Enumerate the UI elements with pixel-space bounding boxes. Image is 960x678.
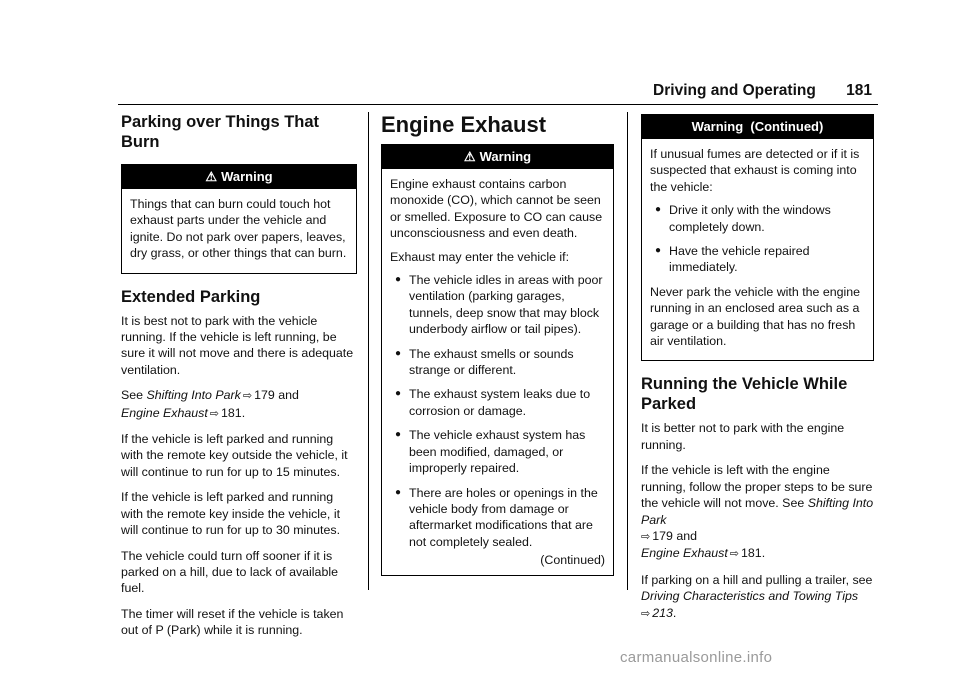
warning-bar — [382, 145, 613, 169]
warning-icon: ⚠ — [463, 149, 476, 164]
section-heading-burn: Parking over Things That Burn — [121, 113, 320, 151]
warning-bar — [642, 115, 873, 139]
page-ref-arrow-icon: ⇨ — [729, 548, 740, 561]
continued-label: (Continued) — [540, 553, 605, 568]
list-item: ● The vehicle exhaust system has been modified, damaged, or improperly repaired. — [390, 427, 605, 476]
xref-engine-exhaust[interactable]: Engine Exhaust — [121, 405, 208, 420]
xref-page: 181 — [221, 405, 242, 420]
header-rule — [118, 104, 878, 105]
paragraph: If the vehicle is left parked and running with the remote key outside the vehicle, it will continue to run for up to 15 minutes. — [121, 432, 348, 479]
warning-box-burn — [121, 164, 357, 274]
xref-shifting-into-park[interactable]: Shifting Into Park — [641, 496, 874, 527]
paragraph-crossref: See Shifting Into Park ⇨ 179 and Engine Exhaust ⇨ 181. — [121, 388, 299, 420]
column-3 — [641, 114, 874, 631]
paragraph: It is better not to park with the engine running. — [641, 421, 845, 452]
list-item: ● Drive it only with the windows completely down. — [650, 202, 865, 235]
column-divider-1 — [368, 112, 369, 590]
column-divider-2 — [627, 112, 628, 590]
xref-shifting-into-park[interactable]: Shifting Into Park — [146, 388, 241, 403]
paragraph-text: If parking on a hill and pulling a trailer, see — [641, 572, 873, 587]
page-ref-arrow-icon: ⇨ — [242, 390, 253, 403]
section-heading-running-parked: Running the Vehicle While Parked — [641, 375, 848, 414]
xref-page: 213 — [652, 605, 673, 620]
xref-driving-towing[interactable]: Driving Characteristics and Towing Tips — [641, 589, 859, 604]
xref-engine-exhaust[interactable]: Engine Exhaust — [641, 546, 728, 561]
list-item: ● Have the vehicle repaired immediately. — [650, 243, 865, 276]
warning-body — [642, 139, 873, 360]
bullet-list — [650, 202, 865, 276]
column-2 — [381, 112, 614, 576]
warning-text: Engine exhaust contains carbon monoxide (CO), which cannot be seen or smelled. Exposure to CO can cause unconsciousness and even death. — [390, 177, 603, 241]
paragraph-crossref: If parking on a hill and pulling a trailer, see Driving Characteristics and Towing Tips ⇨ 213. — [641, 572, 873, 620]
warning-icon: ⚠ — [205, 169, 218, 184]
warning-body — [122, 189, 356, 273]
list-item: ● The exhaust smells or sounds strange or different. — [390, 346, 605, 379]
section-title: Driving and Operating — [653, 82, 816, 99]
warning-text: If unusual fumes are detected or if it is suspected that exhaust is coming into the vehicle: — [650, 147, 860, 194]
xref-page: 179 — [254, 388, 275, 403]
paragraph-crossref: If the vehicle is left with the engine running, follow the proper steps to be sure the vehicle will not move. See Shifting Into Park ⇨ 179 and Engine Exhaust ⇨ 181. — [641, 463, 874, 561]
page-ref-arrow-icon: ⇨ — [641, 530, 651, 543]
list-item: ● The exhaust system leaks due to corrosion or damage. — [390, 386, 605, 419]
list-item: ● The vehicle idles in areas with poor ventilation (parking garages, tunnels, deep snow that may block underbody airflow or tail pipes). — [390, 272, 605, 338]
bullet-list — [390, 272, 605, 550]
warning-bar — [122, 165, 356, 189]
warning-text: Things that can burn could touch hot exhaust parts under the vehicle and ignite. Do not park over papers, leaves, dry grass, or other things that can burn. — [130, 197, 347, 261]
xref-page: 179 — [652, 528, 673, 543]
section-heading-extended: Extended Parking — [121, 287, 261, 306]
page-number: 181 — [846, 82, 872, 99]
list-item: ● There are holes or openings in the vehicle body from damage or aftermarket modifications that are not completely sealed. — [390, 485, 605, 551]
warning-text: Exhaust may enter the vehicle if: — [390, 249, 570, 264]
warning-label: Warning (Continued) — [691, 119, 824, 134]
warning-label: Warning — [221, 169, 273, 184]
and-label: and — [278, 388, 299, 403]
page-header — [653, 82, 872, 100]
paragraph: If the vehicle is left parked and running with the remote key inside the vehicle, it will continue to run for up to 30 minutes. — [121, 490, 341, 538]
warning-label: Warning — [479, 149, 532, 164]
paragraph: The timer will reset if the vehicle is taken out of P (Park) while it is running. — [121, 606, 344, 638]
and-label: and — [676, 528, 698, 543]
page-ref-arrow-icon: ⇨ — [209, 407, 220, 420]
paragraph: It is best not to park with the vehicle running. If the vehicle is left running, be sure it will not move and there is adequate ventilation. — [121, 313, 354, 377]
warning-text: Never park the vehicle with the engine running in an enclosed area such as a garage or a building that has no fresh air ventilation. — [650, 284, 861, 349]
warning-box-exhaust — [381, 144, 614, 576]
column-1 — [121, 112, 357, 648]
section-heading-engine-exhaust: Engine Exhaust — [381, 112, 547, 137]
warning-body — [382, 169, 613, 575]
warning-box-continued — [641, 114, 874, 361]
paragraph-text: If the vehicle is left with the engine running, follow the proper steps to be sure the vehicle will not move. See — [641, 463, 873, 511]
see-label: See — [121, 388, 144, 403]
xref-page: 181 — [741, 546, 762, 561]
watermark: carmanualsonline.info — [620, 649, 773, 666]
paragraph: The vehicle could turn off sooner if it is parked on a hill, due to lack of available fuel. — [121, 548, 338, 596]
page-ref-arrow-icon: ⇨ — [641, 607, 651, 620]
